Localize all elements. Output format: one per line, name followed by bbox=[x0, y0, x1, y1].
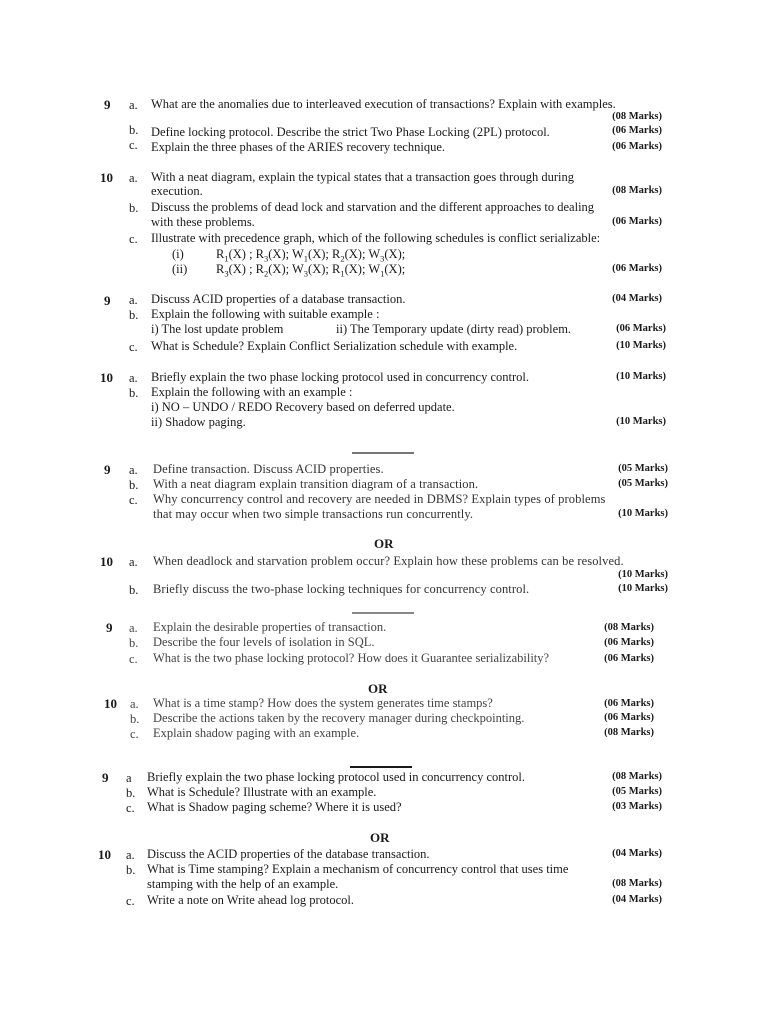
question-text: Explain the following with suitable example : bbox=[151, 307, 380, 321]
schedule-1: $R_1(X)$ ; $R_3(X)$; $W_1(X)$; $R_2(X)$; $W_3(X)$; bbox=[216, 247, 406, 264]
marks-label: (06 Marks) bbox=[612, 125, 662, 136]
marks-label: (04 Marks) bbox=[612, 848, 662, 859]
sub-letter: b. bbox=[126, 786, 136, 800]
question-text: What is Schedule? Explain Conflict Serialization schedule with example. bbox=[151, 339, 518, 353]
marks-label: (05 Marks) bbox=[618, 463, 668, 474]
marks-label: (03 Marks) bbox=[612, 801, 662, 812]
question-text: What are the anomalies due to interleaved execution of transactions? Explain with examples. bbox=[151, 97, 616, 111]
sub-letter: c. bbox=[129, 340, 138, 354]
question-number: 10 bbox=[100, 170, 113, 185]
sub-letter: c. bbox=[129, 138, 138, 152]
sub-letter: b. bbox=[129, 123, 139, 137]
schedule-2: $R_3(X)$ ; $R_2(X)$; $W_3(X)$; $R_1(X)$; $W_1(X)$; bbox=[216, 262, 406, 279]
sub-letter: a. bbox=[129, 555, 138, 569]
question-text: What is the two phase locking protocol? How does it Guarantee serializability? bbox=[153, 651, 550, 665]
question-number: 10 bbox=[100, 370, 113, 385]
question-text: With a neat diagram, explain the typical states that a transaction goes through during bbox=[151, 170, 574, 184]
question-number: 9 bbox=[106, 620, 113, 635]
marks-label: (10 Marks) bbox=[616, 340, 666, 351]
question-text: with these problems. bbox=[151, 215, 255, 229]
marks-label: (06 Marks) bbox=[604, 698, 654, 709]
question-text: Briefly discuss the two-phase locking techniques for concurrency control. bbox=[153, 582, 530, 596]
question-text: Discuss the problems of dead lock and starvation and the different approaches to dealing bbox=[151, 200, 595, 214]
question-text: that may occur when two simple transactions run concurrently. bbox=[153, 507, 474, 521]
question-text: Describe the four levels of isolation in SQL. bbox=[153, 635, 375, 649]
sub-letter: a. bbox=[129, 463, 138, 477]
marks-label: (08 Marks) bbox=[612, 111, 662, 122]
sub-letter: a. bbox=[129, 621, 138, 635]
marks-label: (06 Marks) bbox=[604, 653, 654, 664]
module-divider bbox=[352, 452, 414, 454]
question-text: Define transaction. Discuss ACID properties. bbox=[153, 462, 384, 476]
or-separator: OR bbox=[370, 830, 390, 845]
sub-item: i) The lost update problem bbox=[151, 322, 284, 336]
module-divider bbox=[352, 612, 414, 614]
question-text: What is Schedule? Illustrate with an example. bbox=[147, 785, 377, 799]
question-number: 10 bbox=[104, 696, 117, 711]
marks-label: (08 Marks) bbox=[612, 185, 662, 196]
question-text: With a neat diagram explain transition diagram of a transaction. bbox=[153, 477, 479, 491]
module-divider bbox=[350, 766, 412, 768]
sub-letter: b. bbox=[129, 636, 139, 650]
marks-label: (06 Marks) bbox=[616, 323, 666, 334]
marks-label: (06 Marks) bbox=[612, 263, 662, 274]
sub-letter: b. bbox=[129, 308, 139, 322]
marks-label: (08 Marks) bbox=[604, 727, 654, 738]
marks-label: (04 Marks) bbox=[612, 894, 662, 905]
marks-label: (08 Marks) bbox=[612, 771, 662, 782]
marks-label: (06 Marks) bbox=[612, 216, 662, 227]
sub-letter: c. bbox=[126, 801, 135, 815]
question-number: 9 bbox=[104, 293, 111, 308]
schedule-label: (ii) bbox=[172, 262, 188, 276]
sub-letter: c. bbox=[126, 894, 135, 908]
question-text: What is Time stamping? Explain a mechanism of concurrency control that uses time bbox=[147, 862, 569, 876]
marks-label: (10 Marks) bbox=[616, 371, 666, 382]
sub-letter: a. bbox=[129, 171, 138, 185]
question-text: When deadlock and starvation problem occur? Explain how these problems can be resolved. bbox=[153, 554, 624, 568]
question-text: Explain the desirable properties of transaction. bbox=[153, 620, 387, 634]
question-number: 9 bbox=[104, 97, 111, 112]
question-text: Write a note on Write ahead log protocol. bbox=[147, 893, 355, 907]
question-text: stamping with the help of an example. bbox=[147, 877, 339, 891]
sub-letter: a. bbox=[126, 848, 135, 862]
sub-letter: b. bbox=[129, 583, 139, 597]
sub-letter: a. bbox=[129, 293, 138, 307]
question-text: Explain shadow paging with an example. bbox=[153, 726, 360, 740]
marks-label: (06 Marks) bbox=[612, 141, 662, 152]
question-text: Why concurrency control and recovery are needed in DBMS? Explain types of problems bbox=[153, 492, 606, 506]
marks-label: (05 Marks) bbox=[618, 478, 668, 489]
marks-label: (08 Marks) bbox=[604, 622, 654, 633]
or-separator: OR bbox=[368, 681, 388, 696]
sub-letter: a. bbox=[129, 371, 138, 385]
question-text: Briefly explain the two phase locking protocol used in concurrency control. bbox=[151, 370, 530, 384]
question-text: Explain the following with an example : bbox=[151, 385, 353, 399]
sub-letter: c. bbox=[129, 232, 138, 246]
sub-letter: b. bbox=[130, 712, 140, 726]
sub-letter: a bbox=[126, 771, 132, 785]
question-number: 9 bbox=[102, 770, 109, 785]
question-text: What is Shadow paging scheme? Where it is used? bbox=[147, 800, 402, 814]
question-text: Illustrate with precedence graph, which of the following schedules is conflict serializable: bbox=[151, 231, 601, 245]
sub-letter: c. bbox=[129, 493, 138, 507]
question-text: Describe the actions taken by the recovery manager during checkpointing. bbox=[153, 711, 525, 725]
marks-label: (10 Marks) bbox=[618, 569, 668, 580]
sub-letter: b. bbox=[129, 201, 139, 215]
question-number: 9 bbox=[104, 462, 111, 477]
sub-item: i) NO – UNDO / REDO Recovery based on deferred update. bbox=[151, 400, 455, 414]
sub-letter: b. bbox=[129, 478, 139, 492]
sub-letter: b. bbox=[126, 863, 136, 877]
question-text: Briefly explain the two phase locking protocol used in concurrency control. bbox=[147, 770, 526, 784]
sub-item: ii) The Temporary update (dirty read) problem. bbox=[336, 322, 572, 336]
marks-label: (05 Marks) bbox=[612, 786, 662, 797]
schedule-label: (i) bbox=[172, 247, 184, 261]
question-text: execution. bbox=[151, 184, 203, 198]
question-text: What is a time stamp? How does the system generates time stamps? bbox=[153, 696, 493, 710]
sub-letter: b. bbox=[129, 386, 139, 400]
question-text: Explain the three phases of the ARIES recovery technique. bbox=[151, 140, 446, 154]
marks-label: (06 Marks) bbox=[604, 712, 654, 723]
sub-letter: a. bbox=[130, 697, 139, 711]
or-separator: OR bbox=[374, 536, 394, 551]
question-text: Discuss ACID properties of a database transaction. bbox=[151, 292, 406, 306]
question-number: 10 bbox=[98, 847, 111, 862]
question-number: 10 bbox=[100, 554, 113, 569]
sub-letter: c. bbox=[130, 727, 139, 741]
sub-letter: a. bbox=[129, 98, 138, 112]
marks-label: (08 Marks) bbox=[612, 878, 662, 889]
marks-label: (04 Marks) bbox=[612, 293, 662, 304]
marks-label: (10 Marks) bbox=[618, 583, 668, 594]
question-text: Define locking protocol. Describe the strict Two Phase Locking (2PL) protocol. bbox=[151, 125, 550, 139]
question-text: Discuss the ACID properties of the database transaction. bbox=[147, 847, 430, 861]
sub-item: ii) Shadow paging. bbox=[151, 415, 246, 429]
sub-letter: c. bbox=[129, 652, 138, 666]
marks-label: (10 Marks) bbox=[616, 416, 666, 427]
marks-label: (06 Marks) bbox=[604, 637, 654, 648]
marks-label: (10 Marks) bbox=[618, 508, 668, 519]
